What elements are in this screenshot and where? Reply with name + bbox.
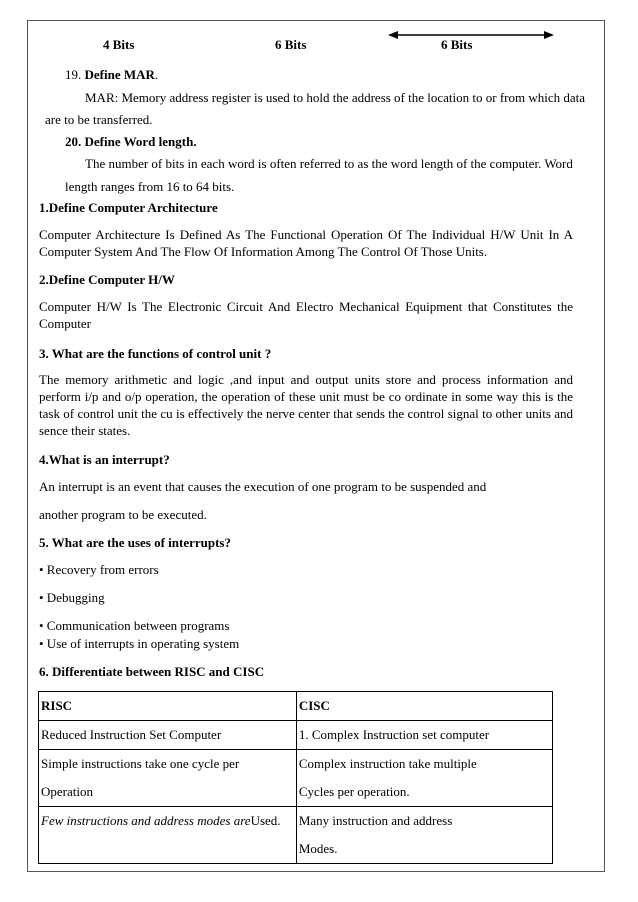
risc-r2-line2: Operation	[41, 784, 93, 799]
cisc-r3-line1: Many instruction and address	[298, 813, 453, 828]
table-cell	[296, 750, 552, 807]
q20-line1: The number of bits in each word is often referred to as the word length of the computer. Word	[85, 156, 573, 171]
s4-title: What is an interrupt?	[48, 452, 170, 467]
cisc-header: CISC	[298, 698, 330, 713]
risc-r3-tail: Used.	[250, 813, 281, 828]
q19-number: 19.	[65, 67, 82, 82]
risc-r3-italic: Few instructions and address modes are	[41, 813, 251, 828]
cisc-r3-line2: Modes.	[298, 841, 338, 856]
q19-line2: are to be transferred.	[45, 112, 153, 127]
risc-r3-blank	[41, 835, 294, 863]
cisc-r2-line1: Complex instruction take multiple	[298, 756, 477, 771]
s5-bullet-2: • Debugging	[39, 590, 105, 605]
bits-label-1: 4 Bits	[103, 37, 135, 52]
s2-title: Define Computer H/W	[48, 272, 175, 287]
s4-line1: An interrupt is an event that causes the execution of one program to be suspended and	[39, 479, 487, 494]
q20-line2: length ranges from 16 to 64 bits.	[65, 179, 235, 194]
risc-cisc-table	[38, 691, 553, 864]
s3-title: 3. What are the functions of control unit ?	[39, 346, 272, 361]
table-cell	[296, 807, 552, 864]
table-row	[39, 750, 553, 807]
s1-title: Define Computer Architecture	[48, 200, 218, 215]
s1-body: Computer Architecture Is Defined As The Functional Operation Of The Individual H/W Unit In A Computer System And The Flow Of Information Among The Control Of Those Units.	[39, 227, 573, 259]
risc-r3-line	[41, 807, 294, 835]
table-cell	[39, 721, 297, 750]
table-header-row	[39, 692, 553, 721]
s5-title: 5. What are the uses of interrupts?	[39, 535, 231, 550]
table-row	[39, 807, 553, 864]
cisc-r2-line2: Cycles per operation.	[298, 784, 410, 799]
risc-r1: Reduced Instruction Set Computer	[41, 727, 222, 742]
s4-heading	[39, 452, 170, 468]
s1-number: 1.	[39, 200, 49, 215]
s5-bullet-1: • Recovery from errors	[39, 562, 159, 577]
double-arrow-icon	[388, 28, 556, 42]
q19-heading	[65, 67, 158, 83]
s5-bullet-3: • Communication between programs	[39, 618, 230, 633]
table-cell	[296, 721, 552, 750]
bits-label-3: 6 Bits	[441, 37, 473, 52]
s2-heading	[39, 272, 175, 288]
bits-label-2: 6 Bits	[275, 37, 307, 52]
risc-r2-line1: Simple instructions take one cycle per	[41, 756, 240, 771]
q20-title: 20. Define Word length.	[65, 134, 197, 149]
s5-bullet-4: • Use of interrupts in operating system	[39, 636, 240, 651]
s4-number: 4.	[39, 452, 49, 467]
table-cell	[39, 807, 297, 864]
table-cell	[39, 692, 297, 721]
cisc-r1: 1. Complex Instruction set computer	[298, 727, 490, 742]
table-row	[39, 721, 553, 750]
risc-header: RISC	[41, 698, 73, 713]
s2-number: 2.	[39, 272, 49, 287]
s1-heading	[39, 200, 218, 216]
s3-body: The memory arithmetic and logic ,and input and output units store and process information and perform i/p and o/p operation, the operation of these unit must be co ordinate in some way this is the task of control unit the cu is effectively the nerve center that sends the control signal to other units and sence their states.	[39, 372, 573, 438]
table-cell	[296, 692, 552, 721]
s6-title: 6. Differentiate between RISC and CISC	[39, 664, 265, 679]
s2-body: Computer H/W Is The Electronic Circuit And Electro Mechanical Equipment that Constitutes the Computer	[39, 299, 573, 331]
s4-line2: another program to be executed.	[39, 507, 207, 522]
q19-period: .	[154, 67, 159, 82]
q19-title: Define MAR	[84, 67, 155, 82]
q19-line1: MAR: Memory address register is used to hold the address of the location to or from which data	[85, 90, 586, 105]
table-cell	[39, 750, 297, 807]
